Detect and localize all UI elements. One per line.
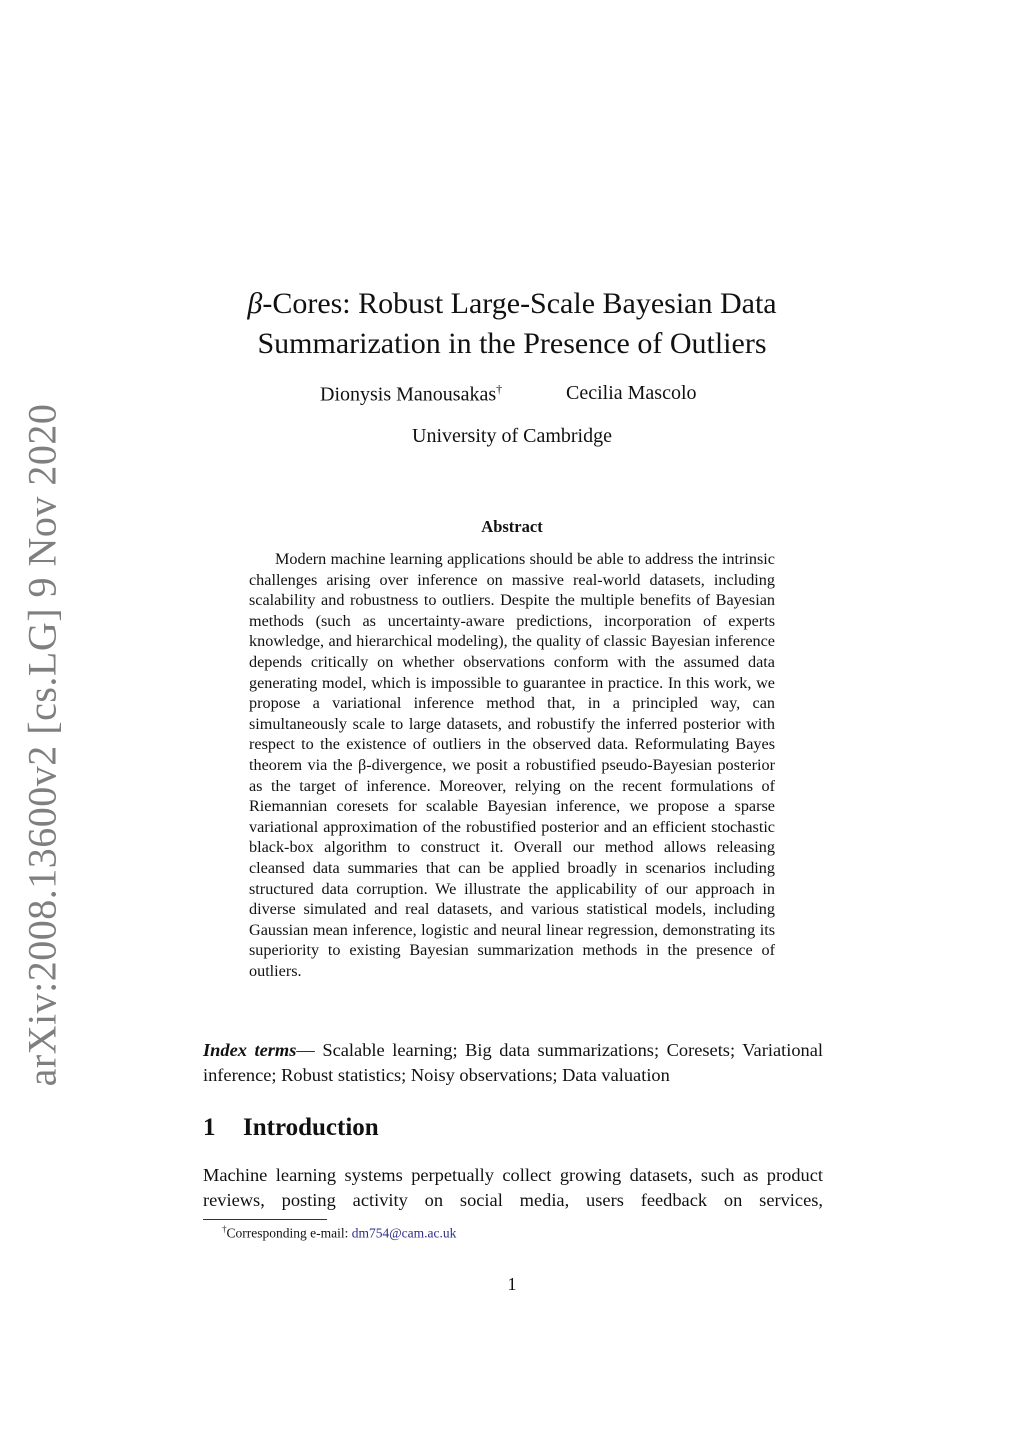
paper-title (200, 284, 824, 364)
footnote (222, 1224, 456, 1242)
index-terms-label: Index terms (203, 1040, 297, 1060)
abstract-heading: Abstract (481, 517, 543, 536)
index-terms-list: Scalable learning; Big data summarizations; Coresets; Variational inference; Robust statistics; Noisy observations; Data valuation (203, 1040, 823, 1085)
title-line1: -Cores: Robust Large-Scale Bayesian Data (262, 287, 777, 320)
title-line2: Summarization in the Presence of Outliers (257, 327, 767, 360)
footnote-mark: † (222, 1224, 227, 1234)
abstract-text: Modern machine learning applications should be able to address the intrinsic challenges arising over inference on massive real-world datasets, including scalability and robustness to outliers. Despite the multiple benefits of Bayesian methods (such as uncertainty-aware predictions, incorporation of experts knowledge, and hierarchical modeling), the quality of classic Bayesian inference depends critically on whether observations conform with the assumed data generating model, which is impossible to guarantee in practice. In this work, we propose a variational inference method that, in a principled way, can simultaneously scale to large datasets, and robustify the inferred posterior with respect to the existence of outliers in the observed data. Reformulating Bayes theorem via the β-divergence, we posit a robustified pseudo-Bayesian posterior as the target of inference. Moreover, relying on the recent formulations of Riemannian coresets for scalable Bayesian inference, we propose a sparse variational approximation of the robustified posterior and an efficient stochastic black-box algorithm to construct it. Overall our method allows releasing cleansed data summaries that can be applied broadly in scenarios including structured data corruption. We illustrate the applicability of our approach in diverse simulated and real datasets, and various statistical models, including Gaussian mean inference, logistic and neural linear regression, demonstrating its superiority to existing Bayesian summarization methods in the presence of outliers. (249, 550, 775, 980)
page-number: 1 (507, 1274, 517, 1294)
affiliation: University of Cambridge (412, 425, 612, 447)
section-number: 1 (203, 1114, 216, 1141)
section-heading (203, 1114, 379, 1142)
author-name: Cecilia Mascolo (566, 382, 697, 404)
arxiv-identifier: arXiv:2008.13600v2 [cs.LG] 9 Nov 2020 (19, 403, 65, 1087)
email-link[interactable]: dm754@cam.ac.uk (351, 1225, 457, 1241)
introduction-text: Machine learning systems perpetually collect growing datasets, such as product reviews, posting activity on social media, users feedback on services, (203, 1165, 823, 1210)
author-footnote-mark[interactable]: † (496, 382, 503, 396)
index-terms (203, 1038, 823, 1088)
section-title: Introduction (243, 1114, 379, 1141)
footnote-label: Corresponding e-mail: (226, 1225, 352, 1241)
title-beta-symbol: β (247, 287, 263, 320)
index-terms-dash: — (296, 1040, 315, 1060)
author-name: Dionysis Manousakas† (320, 382, 503, 406)
footnote-divider (203, 1219, 327, 1220)
